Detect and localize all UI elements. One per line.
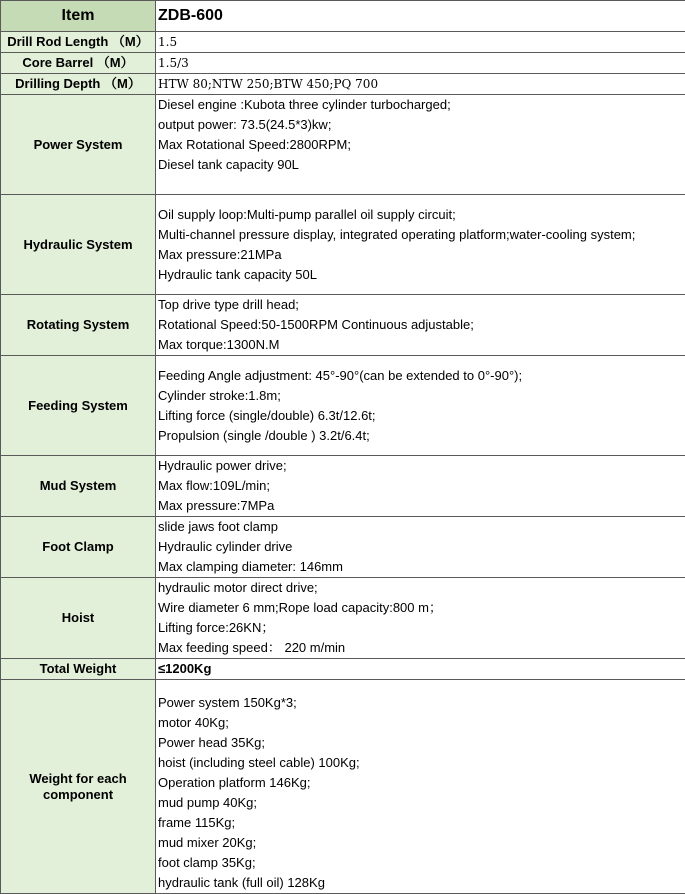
- row-value-drilling-depth: HTW 80;NTW 250;BTW 450;PQ 700: [156, 74, 685, 95]
- table-row: [1, 578, 685, 659]
- row-value-feeding-system: [156, 356, 685, 456]
- value-line: hydraulic tank (full oil) 128Kg: [158, 873, 683, 893]
- value-line: Feeding Angle adjustment: 45°-90°(can be extended to 0°-90°);: [158, 366, 683, 386]
- table-row: [1, 680, 685, 894]
- value-line: Max Rotational Speed:2800RPM;: [158, 135, 683, 155]
- value-line: Hydraulic power drive;: [158, 456, 683, 476]
- value-line: Lifting force:26KN；: [158, 618, 683, 638]
- value-line: Operation platform 146Kg;: [158, 773, 683, 793]
- value-line: slide jaws foot clamp: [158, 517, 683, 537]
- row-label-feeding-system: Feeding System: [1, 356, 156, 456]
- row-value-rotating-system: [156, 295, 685, 356]
- value-line: Hydraulic cylinder drive: [158, 537, 683, 557]
- row-value-foot-clamp: [156, 517, 685, 578]
- value-line: foot clamp 35Kg;: [158, 853, 683, 873]
- value-line: mud mixer 20Kg;: [158, 833, 683, 853]
- table-row: [1, 195, 685, 295]
- table-row: [1, 74, 685, 95]
- row-value-core-barrel: 1.5/3: [156, 53, 685, 74]
- table-row: [1, 95, 685, 195]
- row-label-rotating-system: Rotating System: [1, 295, 156, 356]
- value-line: Oil supply loop:Multi-pump parallel oil supply circuit;: [158, 205, 683, 225]
- row-label-core-barrel: Core Barrel （M）: [1, 53, 156, 74]
- row-value-total-weight: ≤1200Kg: [156, 659, 685, 680]
- value-line: Power system 150Kg*3;: [158, 693, 683, 713]
- value-line: Multi-channel pressure display, integrated operating platform;water-cooling system;: [158, 225, 683, 245]
- value-line: Hydraulic tank capacity 50L: [158, 265, 683, 285]
- value-line: mud pump 40Kg;: [158, 793, 683, 813]
- value-line: Wire diameter 6 mm;Rope load capacity:800 m；: [158, 598, 683, 618]
- row-value-hydraulic-system: [156, 195, 685, 295]
- value-line: frame 115Kg;: [158, 813, 683, 833]
- value-line: hoist (including steel cable) 100Kg;: [158, 753, 683, 773]
- table-row: [1, 659, 685, 680]
- row-label-mud-system: Mud System: [1, 456, 156, 517]
- model-header: ZDB-600: [156, 1, 685, 32]
- value-line: motor 40Kg;: [158, 713, 683, 733]
- row-label-foot-clamp: Foot Clamp: [1, 517, 156, 578]
- value-line: Diesel tank capacity 90L: [158, 155, 683, 175]
- table-row: [1, 53, 685, 74]
- row-label-hydraulic-system: Hydraulic System: [1, 195, 156, 295]
- row-label-power-system: Power System: [1, 95, 156, 195]
- value-line: Cylinder stroke:1.8m;: [158, 386, 683, 406]
- value-line: Propulsion (single /double ) 3.2t/6.4t;: [158, 426, 683, 446]
- value-line: Max pressure:21MPa: [158, 245, 683, 265]
- value-line: Top drive type drill head;: [158, 295, 683, 315]
- value-line: Max flow:109L/min;: [158, 476, 683, 496]
- value-line: Max feeding speed： 220 m/min: [158, 638, 683, 658]
- row-value-drill-rod-length: 1.5: [156, 32, 685, 53]
- item-header: Item: [1, 1, 156, 32]
- row-value-mud-system: [156, 456, 685, 517]
- table-row: [1, 517, 685, 578]
- row-label-drill-rod-length: Drill Rod Length （M）: [1, 32, 156, 53]
- value-line: Max pressure:7MPa: [158, 496, 683, 516]
- value-line: Max clamping diameter: 146mm: [158, 557, 683, 577]
- row-label-total-weight: Total Weight: [1, 659, 156, 680]
- value-line: Diesel engine :Kubota three cylinder turbocharged;: [158, 95, 683, 115]
- row-label-hoist: Hoist: [1, 578, 156, 659]
- value-line: Max torque:1300N.M: [158, 335, 683, 355]
- table-row: [1, 356, 685, 456]
- value-line: Power head 35Kg;: [158, 733, 683, 753]
- value-line: hydraulic motor direct drive;: [158, 578, 683, 598]
- row-value-hoist: [156, 578, 685, 659]
- table-row: [1, 32, 685, 53]
- header-row: [1, 1, 685, 32]
- row-value-power-system: [156, 95, 685, 195]
- table-row: [1, 295, 685, 356]
- row-label-weight-components: Weight for each component: [1, 680, 156, 894]
- value-line: Lifting force (single/double) 6.3t/12.6t;: [158, 406, 683, 426]
- row-value-weight-components: [156, 680, 685, 894]
- value-line: Rotational Speed:50-1500RPM Continuous adjustable;: [158, 315, 683, 335]
- value-line: output power: 73.5(24.5*3)kw;: [158, 115, 683, 135]
- table-row: [1, 456, 685, 517]
- row-label-drilling-depth: Drilling Depth （M）: [1, 74, 156, 95]
